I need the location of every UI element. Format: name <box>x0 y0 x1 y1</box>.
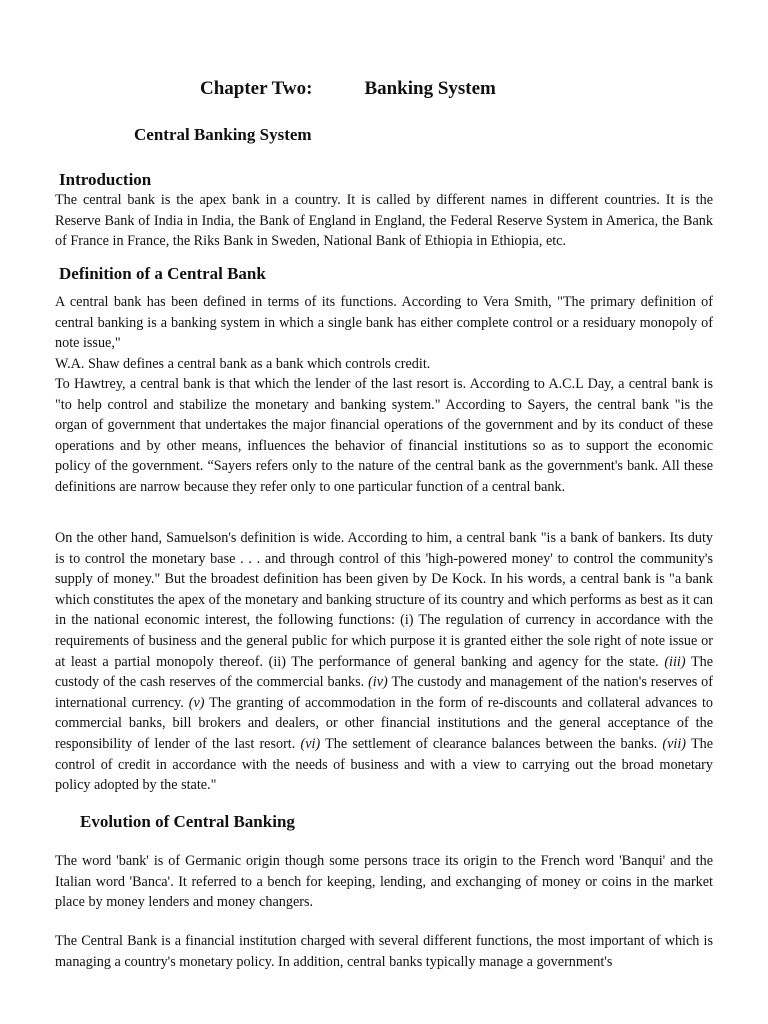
de-kock-text-c: The custody and management of the nation's reserves of international currency. <box>55 674 714 711</box>
definition-paragraph-4 <box>55 528 713 796</box>
chapter-title <box>200 78 496 100</box>
de-kock-text-d: The granting of accommodation in the form of re-discounts and collateral advances to commercial banks, bill brokers and dealers, or other financial institutions and the general acceptance of the responsibility of lender of the last resort. <box>55 694 714 752</box>
evolution-paragraph-1: The word 'bank' is of Germanic origin though some persons trace its origin to the French word 'Banqui' and the Italian word 'Banca'. It referred to a bench for keeping, lending, and exchanging of money or coins in the market place by money lenders and money changers. <box>55 853 713 911</box>
definition-paragraph-1: A central bank has been defined in terms of its functions. According to Vera Smith, "The primary definition of central banking is a banking system in which a single bank has either complete control or a residuary monopoly of note issue," <box>55 294 713 352</box>
definition-heading: Definition of a Central Bank <box>59 264 266 283</box>
chapter-label: Chapter Two: <box>200 78 313 99</box>
function-marker-v: (v) <box>188 694 205 711</box>
definition-paragraph-2: W.A. Shaw defines a central bank as a bank which controls credit. <box>55 356 431 372</box>
function-marker-iv: (iv) <box>368 674 388 691</box>
function-marker-iii: (iii) <box>664 653 686 670</box>
de-kock-text-a: On the other hand, Samuelson's definition is wide. According to him, a central bank "is a bank of bankers. Its duty is to control the monetary base . . . and through control of this 'high-powered money' to control the community's supply of money." But the broadest definition has been given by De Kock. In his words, a central bank is "a bank which constitutes the apex of the monetary and banking structure of its country and which performs as best as it can in the national economic interest, the following functions: (i) The regulation of currency in accordance with the requirements of business and the general public for which purpose it is granted either the sole right of note issue or at least a partial monopoly thereof. (ii) The performance of general banking and agency for the state. <box>55 530 713 670</box>
de-kock-text-e: The settlement of clearance balances between the banks. <box>325 735 658 752</box>
section-title: Central Banking System <box>134 125 312 144</box>
introduction-heading: Introduction <box>59 170 152 189</box>
evolution-heading: Evolution of Central Banking <box>80 812 295 831</box>
chapter-name: Banking System <box>364 78 496 99</box>
de-kock-text-f: The control of credit in accordance with the needs of business and with a view to carrying out the broad monetary policy adopted by the state." <box>55 735 714 794</box>
introduction-paragraph: The central bank is the apex bank in a country. It is called by different names in different countries. It is the Reserve Bank of India in India, the Bank of England in England, the Federal Reserve System in America, the Bank of France in France, the Riks Bank in Sweden, National Bank of Ethiopia in Ethiopia, etc. <box>55 192 713 250</box>
definition-paragraph-3: To Hawtrey, a central bank is that which the lender of the last resort is. According to A.C.L Day, a central bank is "to help control and stabilize the monetary and banking system." According to Sayers, the central bank "is the organ of government that undertakes the major financial operations of the government and by its conduct of these operations and by other means, influences the behavior of financial institutions so as to support the economic policy of the government. “Sayers refers only to the nature of the central bank as the government's bank. All these definitions are narrow because they refer only to one particular function of a central bank. <box>55 376 713 495</box>
function-marker-vii: (vii) <box>662 735 687 752</box>
evolution-paragraph-2: The Central Bank is a financial institution charged with several different functions, the most important of which is managing a country's monetary policy. In addition, central banks typically manage a government's <box>55 933 713 970</box>
de-kock-text-b: The custody of the cash reserves of the commercial banks. <box>55 653 714 691</box>
function-marker-vi: (vi) <box>300 735 321 752</box>
